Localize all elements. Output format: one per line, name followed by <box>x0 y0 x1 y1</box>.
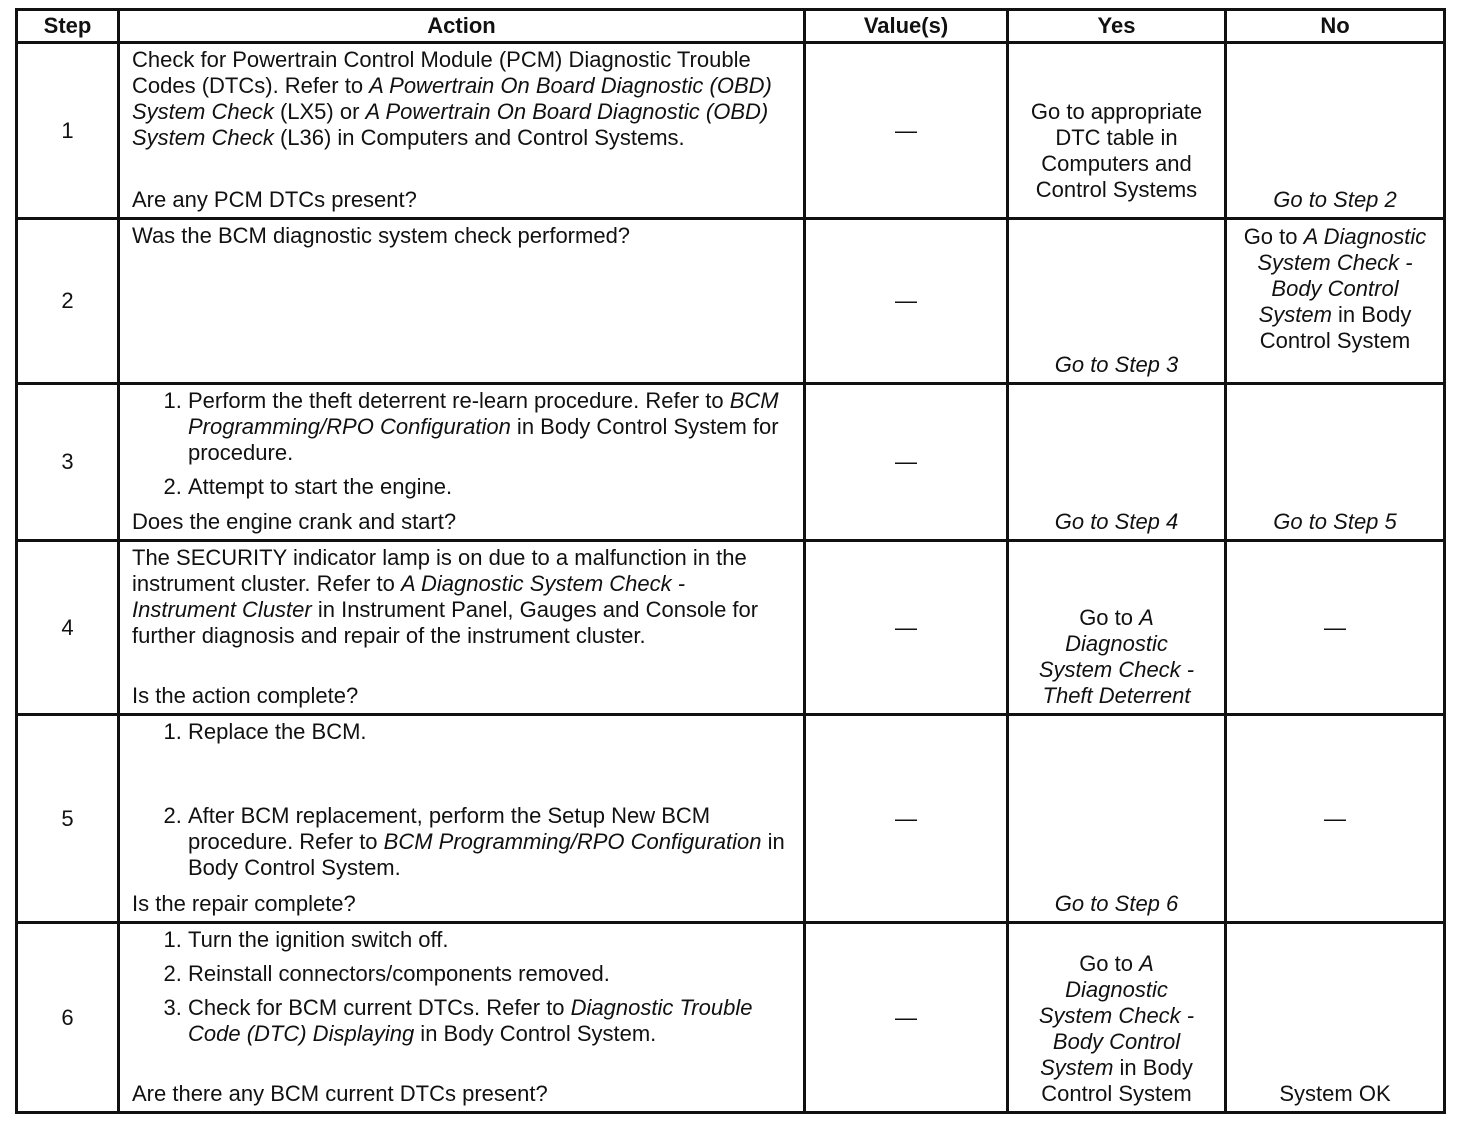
action-cell <box>119 43 805 219</box>
value-cell: — <box>805 219 1008 384</box>
no-cell: Go to Step 5 <box>1226 384 1445 541</box>
action-question: Does the engine crank and start? <box>132 509 457 534</box>
list-item: 1. Replace the BCM. <box>188 719 793 745</box>
value-cell: — <box>805 541 1008 715</box>
action-cell <box>119 541 805 715</box>
action-question: Is the action complete? <box>132 683 359 708</box>
action-cell <box>119 219 805 384</box>
step-number: 4 <box>17 541 119 715</box>
yes-cell: Go to Step 4 <box>1008 384 1226 541</box>
step-number: 5 <box>17 715 119 923</box>
header-step: Step <box>17 10 119 43</box>
no-cell: Go to Step 2 <box>1226 43 1445 219</box>
yes-cell: Go to appropriate DTC table in Computers and Control Systems <box>1008 43 1226 219</box>
yes-cell: Go to Step 6 <box>1008 715 1226 923</box>
list-item: 2. Reinstall connectors/components removed. <box>188 961 793 987</box>
step-number: 3 <box>17 384 119 541</box>
action-steps <box>132 719 793 889</box>
action-question: Is the repair complete? <box>132 891 356 916</box>
yes-cell: Go to A Diagnostic System Check - Theft Deterrent <box>1008 541 1226 715</box>
table-row <box>17 43 1445 219</box>
action-text: The SECURITY indicator lamp is on due to a malfunction in the instrument cluster. Refer to A Diagnostic System Check - Instrument Cluster in Instrument Panel, Gauges and Console for further diagnosis and repair of the instrument cluster. <box>132 545 759 648</box>
list-item: 2. After BCM replacement, perform the Setup New BCM procedure. Refer to BCM Programming/RPO Configuration in Body Control System. <box>188 803 793 881</box>
diagnostic-table <box>15 8 1446 1114</box>
action-text: Check for Powertrain Control Module (PCM) Diagnostic Trouble Codes (DTCs). Refer to A Powertrain On Board Diagnostic (OBD) System Check (LX5) or A Powertrain On Board Diagnostic (OBD) System Check (L36) in Computers and Control Systems. <box>132 47 772 150</box>
table-row <box>17 541 1445 715</box>
action-question: Are there any BCM current DTCs present? <box>132 1081 548 1106</box>
list-item: 1. Perform the theft deterrent re-learn procedure. Refer to BCM Programming/RPO Configuration in Body Control System for procedure. <box>188 388 793 466</box>
action-question: Are any PCM DTCs present? <box>132 187 417 212</box>
table-row <box>17 923 1445 1113</box>
value-cell: — <box>805 715 1008 923</box>
no-cell: System OK <box>1226 923 1445 1113</box>
header-action: Action <box>119 10 805 43</box>
value-cell: — <box>805 43 1008 219</box>
header-values: Value(s) <box>805 10 1008 43</box>
no-cell: — <box>1226 715 1445 923</box>
action-cell <box>119 715 805 923</box>
list-item: 1. Turn the ignition switch off. <box>188 927 793 953</box>
yes-cell: Go to Step 3 <box>1008 219 1226 384</box>
no-cell: Go to A Diagnostic System Check - Body Control System in Body Control System <box>1226 219 1445 384</box>
action-question: Was the BCM diagnostic system check performed? <box>132 223 631 248</box>
step-number: 2 <box>17 219 119 384</box>
action-steps <box>132 927 793 1055</box>
list-item: 2. Attempt to start the engine. <box>188 474 793 500</box>
table-row <box>17 384 1445 541</box>
step-number: 1 <box>17 43 119 219</box>
table-row <box>17 715 1445 923</box>
action-cell <box>119 384 805 541</box>
table-row <box>17 219 1445 384</box>
header-yes: Yes <box>1008 10 1226 43</box>
action-steps <box>132 388 793 508</box>
header-row <box>17 10 1445 43</box>
value-cell: — <box>805 384 1008 541</box>
step-number: 6 <box>17 923 119 1113</box>
yes-cell: Go to A Diagnostic System Check - Body Control System in Body Control System <box>1008 923 1226 1113</box>
action-cell <box>119 923 805 1113</box>
value-cell: — <box>805 923 1008 1113</box>
no-cell: — <box>1226 541 1445 715</box>
header-no: No <box>1226 10 1445 43</box>
list-item: 3. Check for BCM current DTCs. Refer to Diagnostic Trouble Code (DTC) Displaying in Body Control System. <box>188 995 793 1047</box>
